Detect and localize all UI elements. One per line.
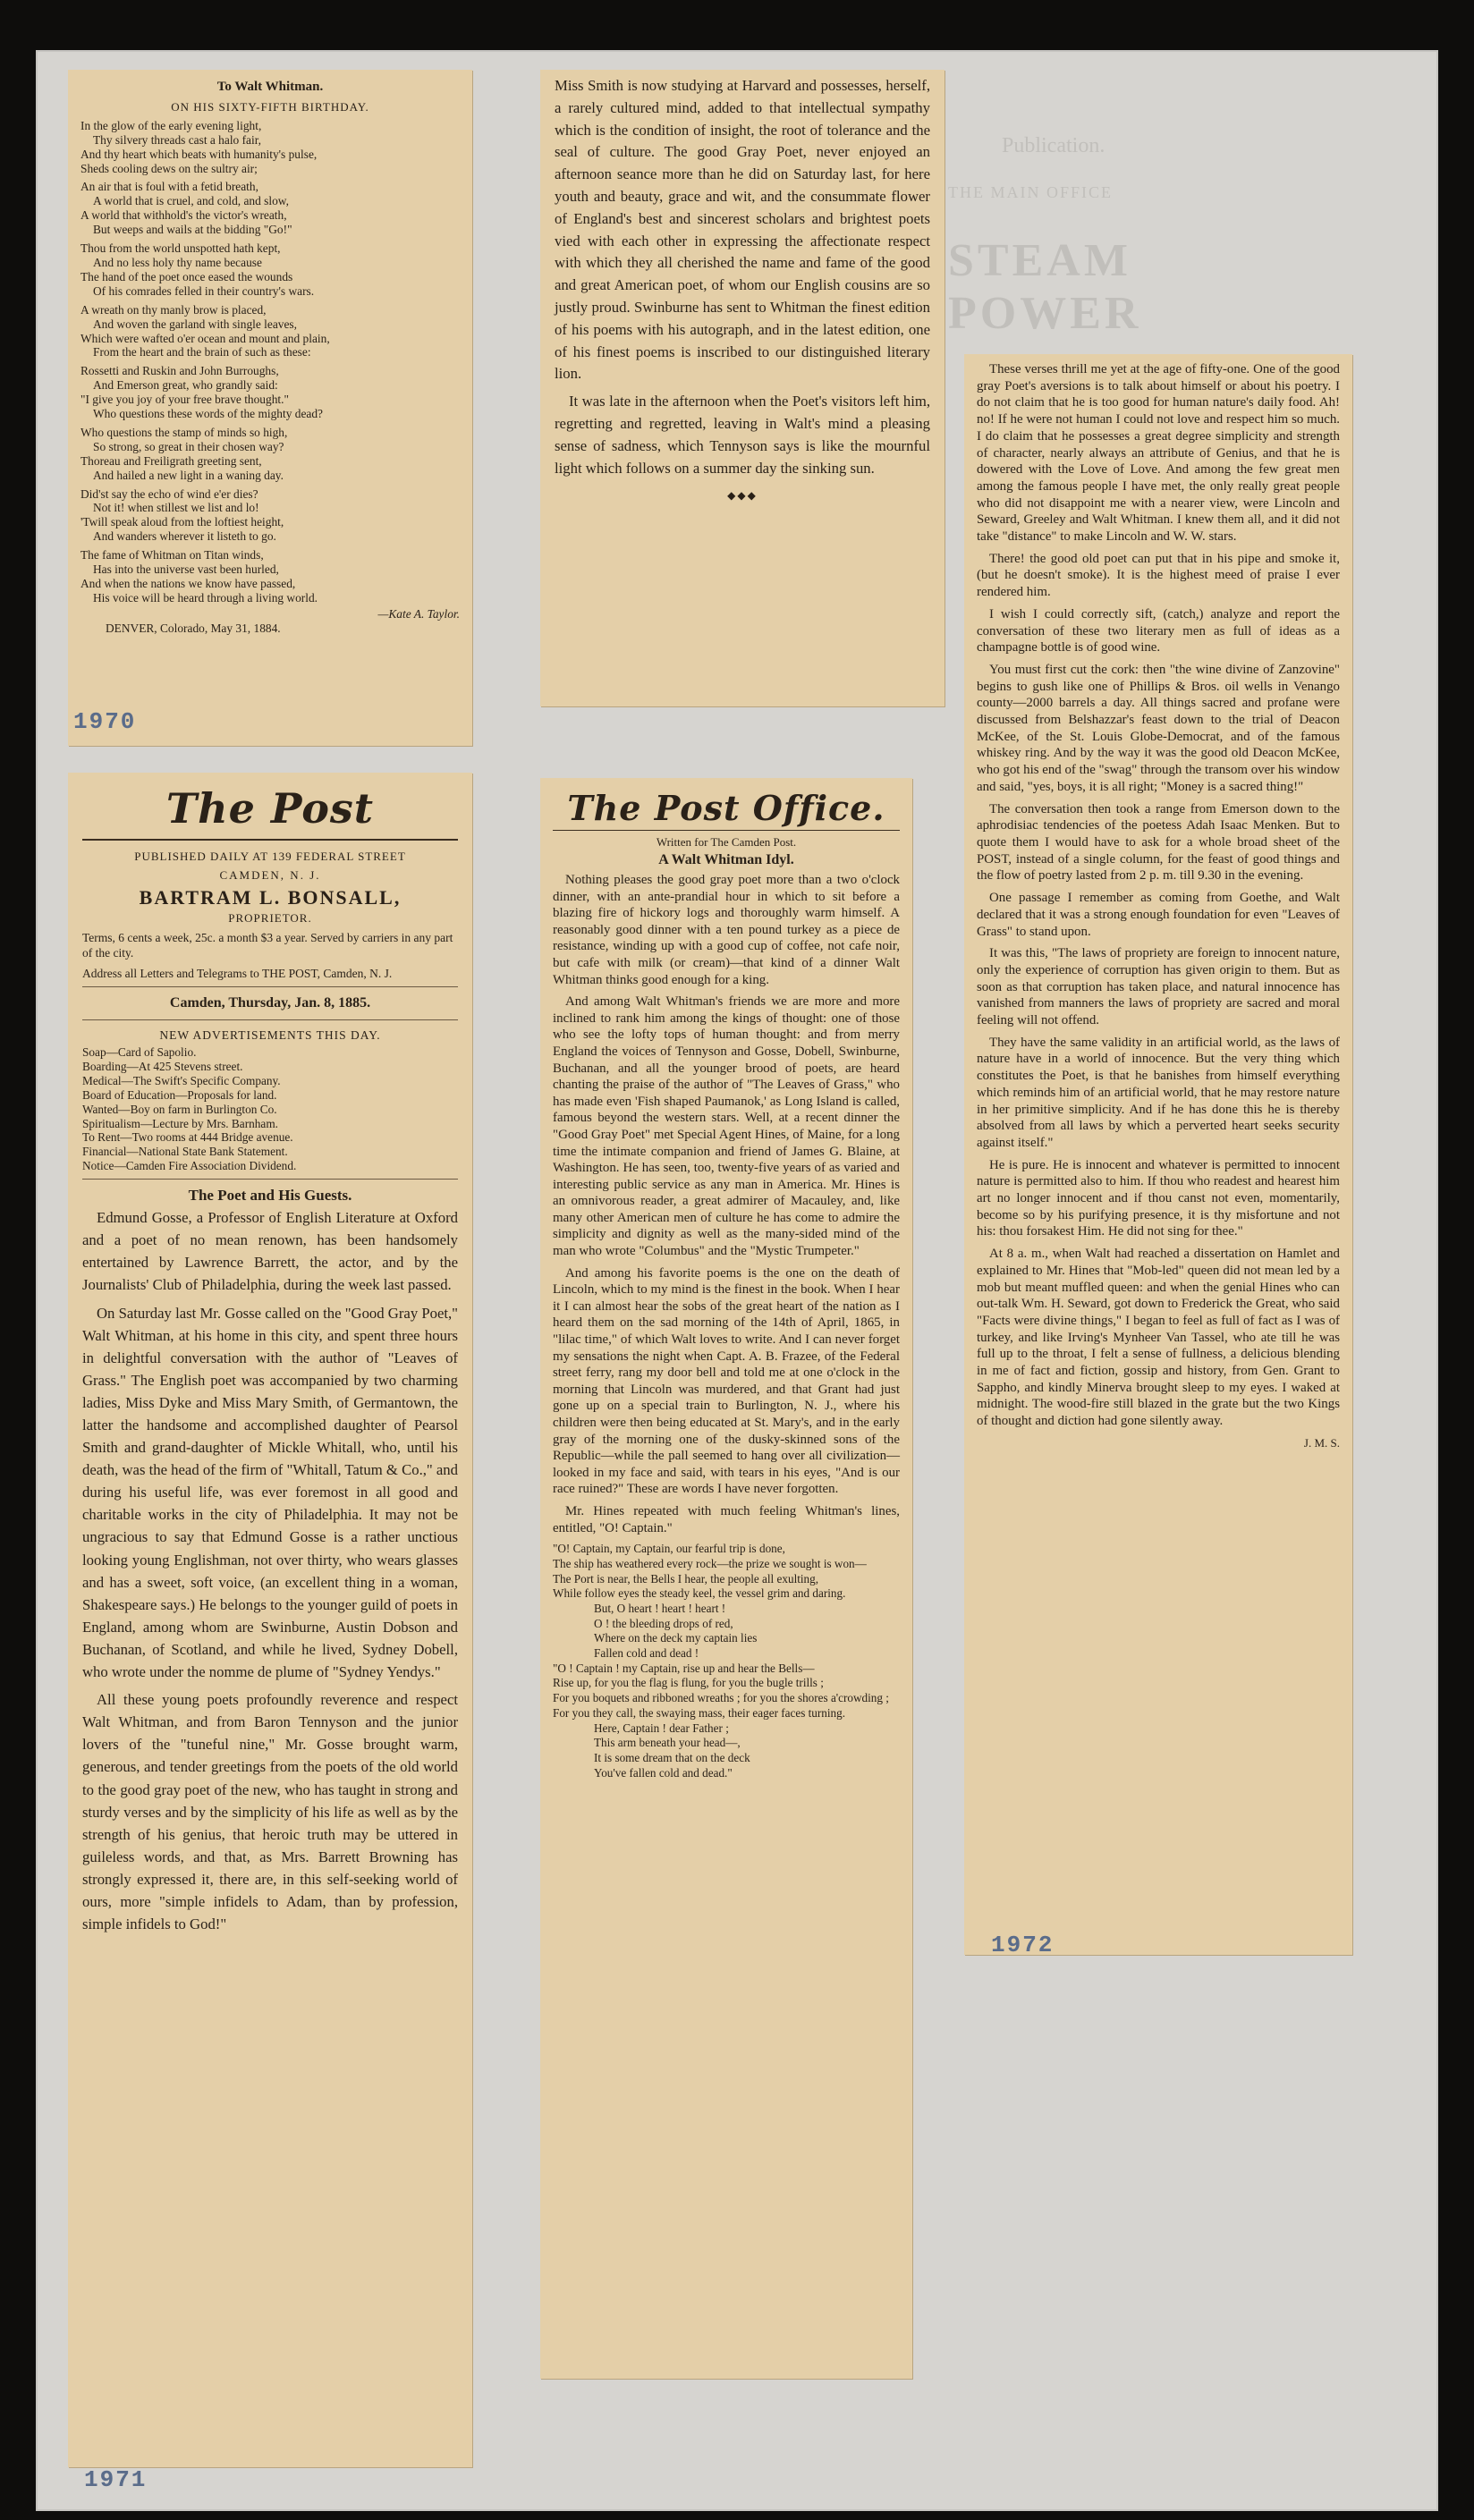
- ad-item: Medical—The Swift's Specific Company.: [82, 1073, 281, 1087]
- divider: [82, 986, 458, 987]
- poem-dateline: DENVER, Colorado, May 31, 1884.: [106, 621, 281, 635]
- poem-line: Has into the universe vast been hurled,: [93, 562, 279, 577]
- poem-line: Did'st say the echo of wind e'er dies?: [80, 486, 258, 501]
- poem-line: And hailed a new light in a waning day.: [93, 468, 284, 482]
- article-paragraph: It was late in the afternoon when the Poet's visitors left him, regretting and regretted, leaving in Walt's mind a pleasing sense of sadness, which Tennyson says is like the mournful light which follows on a summer day the sinking sun.: [555, 393, 930, 477]
- poem-signature: —Kate A. Taylor.: [377, 606, 460, 621]
- poem-line: A world that is cruel, and cold, and slow,: [93, 194, 289, 208]
- poem-line: The ship has weathered every rock—the prize we sought is won—: [553, 1556, 867, 1570]
- poem-line: A wreath on thy manly brow is placed,: [80, 302, 267, 317]
- poem-line: Who questions the stamp of minds so high,: [80, 425, 288, 439]
- byline: Written for The Camden Post.: [656, 835, 797, 849]
- poem-line: And no less holy thy name because: [93, 255, 262, 269]
- article-paragraph: Nothing pleases the good gray poet more than a two o'clock dinner, with an ante-prandial hour in which to sit before a blazing fire of hickory logs and thoroughly warm himself. A reasonably good dinner with a ten pound turkey as a piece de resistance, winding up with a good cup of coffee, not cafe noir, but cafe with milk (or cream)—that kind of a dinner Walt Whitman thinks good enough for a king.: [553, 873, 900, 987]
- poem-line: It is some dream that on the deck: [594, 1751, 750, 1764]
- poem-line: And woven the garland with single leaves,: [93, 317, 297, 331]
- poem-line: For you they call, the swaying mass, their eager faces turning.: [553, 1705, 846, 1720]
- poem-line: 'Twill speak aloud from the loftiest height,: [80, 515, 284, 529]
- poem-line: Where on the deck my captain lies: [594, 1631, 758, 1645]
- poem-body: [80, 119, 460, 605]
- article-paragraph: Miss Smith is now studying at Harvard and possesses, herself, a rarely cultured mind, added to that intellectual sympathy which is the condition of insight, the root of tolerance and the seal of culture. The good Gray Poet, never enjoyed an afternoon seance more than he did on Saturday last, for here youth and beauty, grace and wit, and the consummate flower of England's best and sincerest scholars and brightest poets vied with each other in expressing the affectionate respect with which they all cherished the name and fame of the good and great American poet, of whom our English cousins are so justly proud. Swinburne has sent to Whitman the finest edition of his poems with his autograph, and in the latest edition, one of his finest poems is inscribed to our distinguished literary lion.: [555, 77, 930, 383]
- poem-line: And thy heart which beats with humanity's pulse,: [80, 147, 318, 161]
- article-paragraph: And among his favorite poems is the one on the death of Lincoln, which to my mind is the finest in the book. When I hear it I can almost hear the sobs of the great heart of the nation as I heard them on the sad morning of the 14th of April, 1865, in "lilac time," of which Walt loves to write. And I can never forget my sensations the night when Capt. A. B. Frazee, of the Federal street ferry, rang my door bell and told me at one o'clock in the morning that Lincoln was murdered, and that Grant had just gone up on a special train to Burlington, N. J., where his children were then being educated at St. Mary's, and in the early gray of the morning one of the dusky-skinned sons of the Republic—while the pall seemed to hang over all civilization—looked in my face and said, with tears in his eyes, "And is our race ruined?" These are words I have never forgotten.: [553, 1265, 900, 1497]
- ghost-line-3: STEAM POWER: [948, 235, 1142, 339]
- ads-heading: NEW ADVERTISEMENTS THIS DAY.: [159, 1028, 381, 1042]
- ad-item: Soap—Card of Sapolio.: [82, 1045, 197, 1059]
- divider: [82, 1019, 458, 1020]
- ad-item: Notice—Camden Fire Association Dividend.: [82, 1159, 297, 1173]
- clipping-post-office: [540, 778, 912, 2379]
- author-initials: J. M. S.: [1303, 1435, 1340, 1450]
- article-paragraph: It was this, "The laws of propriety are foreign to innocent nature, only the experience of corruption has given origin to them. But as soon as that corruption has taken place, and natural innocence has vanished from manners the laws of propriety are sacred and moral feeling will not offend.: [977, 946, 1340, 1028]
- proprietor-title: PROPRIETOR.: [228, 911, 312, 925]
- poem-line: "O ! Captain ! my Captain, rise up and hear the Bells—: [553, 1661, 815, 1675]
- poem-line: You've fallen cold and dead.": [594, 1765, 733, 1780]
- article-paragraph: I wish I could correctly sift, (catch,) analyze and report the conversation of these two literary men as full of ideas as a champagne bottle is of good wine.: [977, 606, 1340, 655]
- poem-line: His voice will be heard through a living world.: [93, 590, 318, 605]
- ad-item: To Rent—Two rooms at 444 Bridge avenue.: [82, 1130, 293, 1145]
- poem-line: Thou from the world unspotted hath kept,: [80, 241, 281, 256]
- poem-line: And Emerson great, who grandly said:: [93, 378, 278, 393]
- article-paragraph: Edmund Gosse, a Professor of English Literature at Oxford and a poet of no mean renown, has been handsomely entertained by Lawrence Barrett, the actor, and by the Journalists' Club of Philadelphia, during the week last passed.: [82, 1209, 458, 1294]
- poem-line: So strong, so great in their chosen way?: [93, 439, 284, 453]
- poem-line: O ! the bleeding drops of red,: [594, 1616, 733, 1630]
- clipping-continuation: [540, 70, 945, 706]
- address-notice: Address all Letters and Telegrams to THE POST, Camden, N. J.: [82, 967, 393, 980]
- poem-line: In the glow of the early evening light,: [80, 118, 262, 132]
- poem-line: From the heart and the brain of such as these:: [93, 345, 311, 359]
- poem-line: Which were wafted o'er ocean and mount and plain,: [80, 331, 330, 345]
- poem-line: The fame of Whitman on Titan winds,: [80, 548, 264, 562]
- poem-subtitle: ON HIS SIXTY-FIFTH BIRTHDAY.: [171, 99, 369, 114]
- page-number-1972: 1972: [991, 1932, 1055, 1958]
- ads-list: [82, 1045, 458, 1173]
- page-number-1971: 1971: [84, 2466, 148, 2493]
- quoted-poem: [553, 1542, 900, 1780]
- article-paragraph: These verses thrill me yet at the age of fifty-one. One of the good gray Poet's aversions is to talk about himself or about his poetry. I do not claim that he is too good for human nature's daily food. Ah! no! If he were not human I could not love and respect him so much. I do claim that he possesses a great degree simplicity and strength of character, nearly always an attribute of Genius, and that he is dowered with the Love of Love. And among the few great men among the famous people I have met, the only really great people who did not disappoint me with a nearer view, were Lincoln and Seward, Greeley and Walt Whitman. I knew them all, and it did not take "distance" to make Lincoln and W. W. stars.: [977, 362, 1340, 545]
- ad-item: Spiritualism—Lecture by Mrs. Barnham.: [82, 1116, 278, 1130]
- poem-line: Thy silvery threads cast a halo fair,: [93, 132, 261, 147]
- poem-line: For you boquets and ribboned wreaths ; for you the shores a'crowding ;: [553, 1691, 889, 1705]
- article-paragraph: On Saturday last Mr. Gosse called on the "Good Gray Poet," Walt Whitman, at his home in this city, and spent three hours in delightful conversation with the author of "Leaves of Grass." The English poet was accompanied by two charming ladies, Miss Dyke and Miss Mary Smith, of Germantown, the latter the handsome and accomplished daughter of Pearsol Smith and grand-daughter of Mickle Whitall, who, until his death, was the head of the firm of "Whitall, Tatum & Co.," and during his useful life, was ever foremost in all good and charitable works in the city of Philadelphia. It may not be ungracious to say that Edmund Gosse is a rather unctious looking young Englishman, not over thirty, who wears glasses and has a sweet, soft voice, (an excellent thing in a woman, Shakespeare says.) He belongs to the younger guild of poets in England, among whom are Swinburne, Austin Dobson and Buchanan, of Scotland, and while he lived, Sydney Dobell, who wrote under the nomme de plume of "Sydney Yendys.": [82, 1304, 458, 1681]
- poem-line: Rossetti and Ruskin and John Burroughs,: [80, 364, 279, 378]
- publication-city: CAMDEN, N. J.: [219, 868, 321, 882]
- article-paragraph: And among Walt Whitman's friends we are more and more inclined to rank him among the kings of thought: one of those who see the lofty tops of human thought: and from merry England the voices of Tennyson and Gosse, Dobell, Swinburne, Buchanan, and all the younger brood of poets, are heard chanting the praise of the author of "The Leaves of Grass," who has made even 'Fish shaped Paumanok,' as Long Island is called, famous beyond the western stars. Well, at a recent dinner the "Good Gray Poet" met Special Agent Hines, of Maine, for a long time the intimate companion and friend of James G. Blaine, at Washington. He has seen, too, twenty-five years of as varied and interesting public service as any man in America. Mr. Hines is an omnivorous reader, a great admirer of Macauley, and, like many other American men of culture he has come to admire the simplicity and dignity as well as the many-sided mind of the man who wrote "Columbus" and the "Mystic Trumpeter.": [553, 994, 900, 1259]
- ad-item: Boarding—At 425 Stevens street.: [82, 1059, 243, 1073]
- article-paragraph: At 8 a. m., when Walt had reached a dissertation on Hamlet and explained to Mr. Hines that "Mob-led" queen did not mean led by a mob but meant muffled queen: and when the genial Hines who can out-talk Wm. H. Seward, got down to Frederick the Great, who said "Facts were divine things," I began to feel as full of fact as I was of turkey, and like Irving's Mynheer Van Tassel, who ate till he was full up to the throat, I felt a sense of fullness, a delicious blending in me of fact and fiction, gossip and history, from Gen. Grant to Sappho, and kindly Minerva brought sleep to my eyes. I waked at midnight. The wood-fire still blazed in the grate but the two Kings of thought and diction had gone silently away.: [977, 1247, 1340, 1429]
- poem-line: This arm beneath your head—,: [594, 1736, 741, 1750]
- poem-line: Fallen cold and dead !: [594, 1646, 699, 1661]
- poem-line: Of his comrades felled in their country's wars.: [93, 283, 315, 298]
- poem-line: The Port is near, the Bells I hear, the people all exulting,: [553, 1571, 819, 1586]
- poem-line: An air that is foul with a fetid breath,: [80, 180, 258, 194]
- column-masthead: The Post Office.: [553, 787, 900, 831]
- clipping-the-post: [68, 773, 472, 2467]
- article-paragraph: You must first cut the cork: then "the wine divine of Zanzovine" begins to gush like one of Phillips & Bros. oil wells in Venango county—2000 barrels a day. All things sacred and profane were discussed from Belshazzar's feast down to the trial of Deacon McKee, of the St. Louis Globe-Democrat, and of the famous whiskey ring. And by the way it was the good old Deacon McKee, who got his end of the "swag" through the transom over his window and said, "yes, boys, it is all right; "Money is a sacred thing!": [977, 662, 1340, 794]
- article-title: A Walt Whitman Idyl.: [658, 852, 794, 867]
- show-through-text: [948, 134, 1288, 367]
- article-paragraph: Mr. Hines repeated with much feeling Whitman's lines, entitled, "O! Captain.": [553, 1503, 900, 1535]
- poem-line: While follow eyes the steady keel, the vessel grim and daring.: [553, 1586, 846, 1601]
- poem-line: Thoreau and Freiligrath greeting sent,: [80, 453, 262, 468]
- poem-line: "I give you joy of your free brave thought.": [80, 393, 289, 407]
- issue-date: Camden, Thursday, Jan. 8, 1885.: [169, 995, 371, 1011]
- divider: [82, 1179, 458, 1180]
- poem-line: Here, Captain ! dear Father ;: [594, 1721, 729, 1735]
- ad-item: Wanted—Boy on farm in Burlington Co.: [82, 1102, 277, 1116]
- poem-line: "O! Captain, my Captain, our fearful trip is done,: [553, 1542, 785, 1556]
- ghost-line-2: THE MAIN OFFICE: [948, 183, 1114, 201]
- clipping-continued-narrative: [964, 354, 1352, 1955]
- poem-line: But, O heart ! heart ! heart !: [594, 1601, 726, 1615]
- poem-line: But weeps and wails at the bidding "Go!": [93, 223, 292, 237]
- article-paragraph: He is pure. He is innocent and whatever is permitted to innocent nature is permitted also to him. If thou who readest and hearest him art no longer innocent and if thou canst not even, momentarily, become so by his purifying presence, it is thy misfortune and not his: thou forsakest Him. He did not sing for thee.": [977, 1157, 1340, 1239]
- poem-line: The hand of the poet once eased the wounds: [80, 269, 293, 283]
- article-paragraph: They have the same validity in an artificial world, as the laws of nature have in a world of innocence. But the very thing which constitutes the Poet, is that he banishes from himself everything which reminds him of an artificial world, that he may restore nature in her primitive simplicity. And if he has done this he is thereby absolved from all laws by which a perverted heart seeks security against itself.": [977, 1035, 1340, 1150]
- article-paragraph: One passage I remember as coming from Goethe, and Walt declared that it was a strong enough foundation for even "Leaves of Grass" to stand upon.: [977, 891, 1340, 939]
- end-ornament: ◆◆◆: [727, 489, 758, 503]
- poem-line: Sheds cooling dews on the sultry air;: [80, 161, 258, 175]
- poem-title: To Walt Whitman.: [216, 80, 324, 94]
- proprietor-name: BARTRAM L. BONSALL,: [139, 886, 402, 909]
- poem-line: Rise up, for you the flag is flung, for you the bugle trills ;: [553, 1676, 824, 1690]
- ad-item: Financial—National State Bank Statement.: [82, 1145, 288, 1159]
- subscription-terms: Terms, 6 cents a week, 25c. a month $3 a year. Served by carriers in any part of the city.: [82, 931, 453, 960]
- poem-line: Who questions these words of the mighty dead?: [93, 407, 323, 421]
- poem-line: And wanders wherever it listeth to go.: [93, 529, 276, 544]
- article-title: The Poet and His Guests.: [188, 1187, 352, 1205]
- poem-line: Not it! when stillest we list and lo!: [93, 501, 259, 515]
- poem-line: And when the nations we know have passed,: [80, 577, 296, 590]
- newspaper-masthead: The Post: [82, 785, 458, 841]
- article-paragraph: There! the good old poet can put that in his pipe and smoke it, (but he doesn't smoke). It is the highest meed of praise I ever rendered him.: [977, 551, 1340, 600]
- article-paragraph: All these young poets profoundly reverence and respect Walt Whitman, and from Baron Tennyson and the junior lovers of the "tuneful nine," Mr. Gosse brought warm, generous, and tender greetings from the poets of the old world to the good gray poet of the new, who has taught in strong and sturdy verses and by the simplicity of his life as well as by the strength of his genius, that heroic truth may be uttered in guileless words, and that, as Mrs. Barrett Browning has strongly expressed it, there are, in this self-seeking world of ours, more "simple infidels to Adam, than by profession, simple infidels to God!": [82, 1691, 458, 1933]
- ad-item: Board of Education—Proposals for land.: [82, 1087, 277, 1102]
- publication-address: PUBLISHED DAILY AT 139 FEDERAL STREET: [134, 850, 406, 863]
- article-paragraph: The conversation then took a range from Emerson down to the aphrodisiac tendencies of the poetess Adah Isaac Menken. But to quote them I would have to ask for a whole broad sheet of the POST, instead of a single column, for the feast of good things and the flow of poetry lasted from 2 p. m. till 9.30 in the evening.: [977, 801, 1340, 884]
- clipping-poem: [68, 70, 472, 746]
- ghost-line-1: Publication.: [1002, 134, 1106, 157]
- poem-line: A world that withhold's the victor's wreath,: [80, 208, 287, 223]
- page-number-1970: 1970: [73, 708, 137, 735]
